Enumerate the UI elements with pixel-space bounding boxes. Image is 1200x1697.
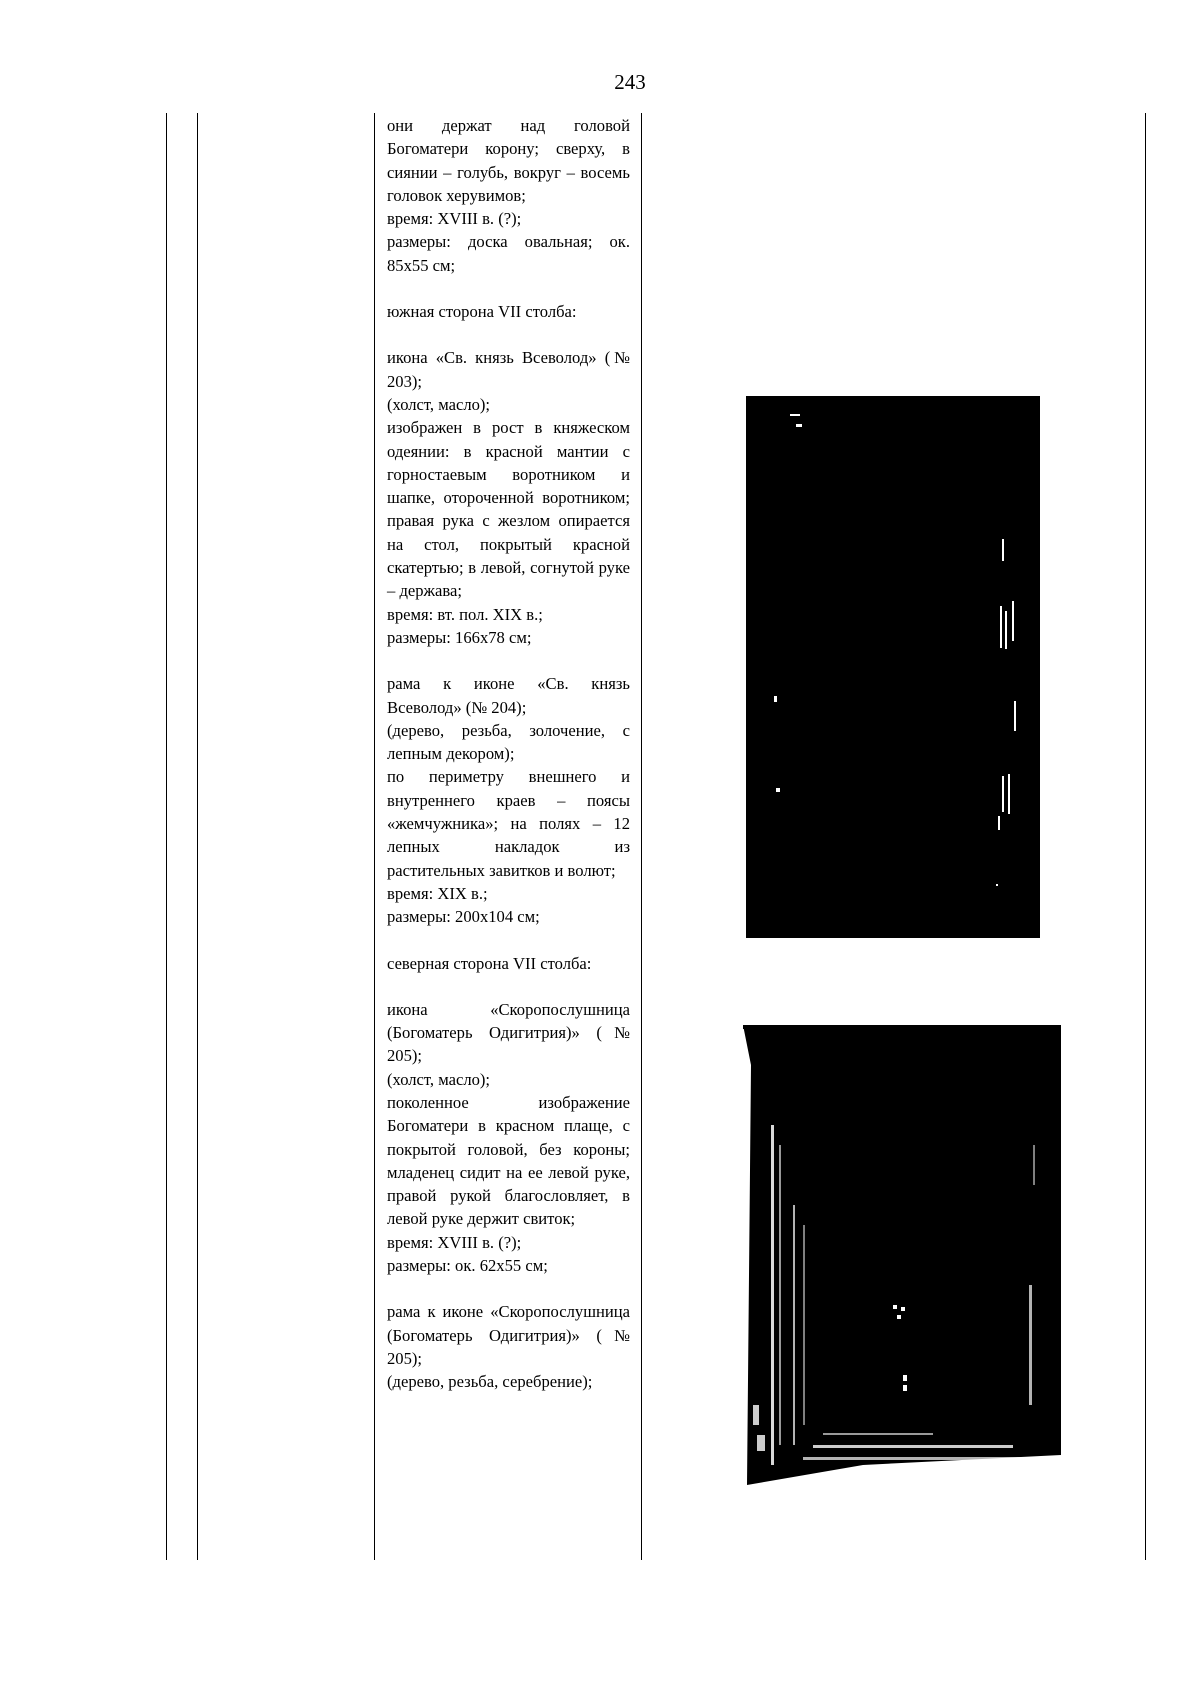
spacer: [387, 649, 630, 672]
description-line: размеры: доска овальная; ок. 85х55 см;: [387, 232, 630, 275]
description-line: изображен в рост в княжеском одеянии: в красной мантии с горностаевым воротником и шапке, отороченной воротником; правая рука с жезлом опирается на стол, покрытый красной скатертью; в левой, согнутой руке – держава;: [387, 418, 630, 601]
description-line: по периметру внешнего и внутреннего краев – поясы «жемчужника»; на полях – 12 лепных накладок из растительных завитков и волют;: [387, 767, 630, 880]
table-border-col1: [197, 113, 198, 1560]
description-line: время: XVIII в. (?);: [387, 1232, 522, 1252]
description-line: икона «Св. князь Всеволод» (№ 203);: [387, 348, 630, 391]
spacer: [387, 277, 630, 300]
description-line: время: XIX в.;: [387, 883, 488, 903]
description-line: размеры: 166х78 см;: [387, 627, 532, 647]
description-line: поколенное изображение Богоматери в красном плаще, с покрытой головой, без короны; младенец сидит на ее левой руке, правой рукой благословляет, в левой руке держит свиток;: [387, 1092, 630, 1229]
description-line: (холст, масло);: [387, 394, 491, 414]
spacer: [387, 1277, 630, 1300]
icon-prince-vsevolod-photo: [746, 396, 1040, 938]
description-line: икона «Скоропослушница (Богоматерь Одигитрия)» (№ 205);: [387, 999, 630, 1066]
description-column: [387, 114, 630, 1394]
description-line: рама к иконе «Скоропослушница (Богоматерь Одигитрия)» (№ 205);: [387, 1302, 630, 1368]
page-number: 243: [614, 70, 646, 94]
description-line: время: XVIII в. (?);: [387, 209, 522, 229]
table-border-col3: [641, 113, 642, 1560]
table-border-col2: [374, 113, 375, 1560]
table-border-right: [1145, 113, 1146, 1560]
description-line: (дерево, резьба, серебрение);: [387, 1372, 593, 1392]
description-line: (холст, масло);: [387, 1069, 491, 1089]
description-line: рама к иконе «Св. князь Всеволод» (№ 204);: [387, 674, 630, 717]
spacer: [387, 929, 630, 952]
table-border-left: [166, 113, 167, 1560]
description-line: они держат над головой Богоматери корону; сверху, в сиянии – голубь, вокруг – восемь головок херувимов;: [387, 116, 630, 205]
spacer: [387, 323, 630, 346]
description-line: размеры: ок. 62х55 см;: [387, 1256, 548, 1276]
description-line: время: вт. пол. XIX в.;: [387, 604, 543, 624]
description-line: северная сторона VII столба:: [387, 953, 592, 973]
spacer: [387, 975, 630, 998]
description-line: (дерево, резьба, золочение, с лепным декором);: [387, 720, 630, 764]
description-line: южная сторона VII столба:: [387, 302, 577, 322]
description-line: размеры: 200х104 см;: [387, 907, 540, 927]
icon-skoroposlushnitsa-photo: [743, 1025, 1061, 1487]
